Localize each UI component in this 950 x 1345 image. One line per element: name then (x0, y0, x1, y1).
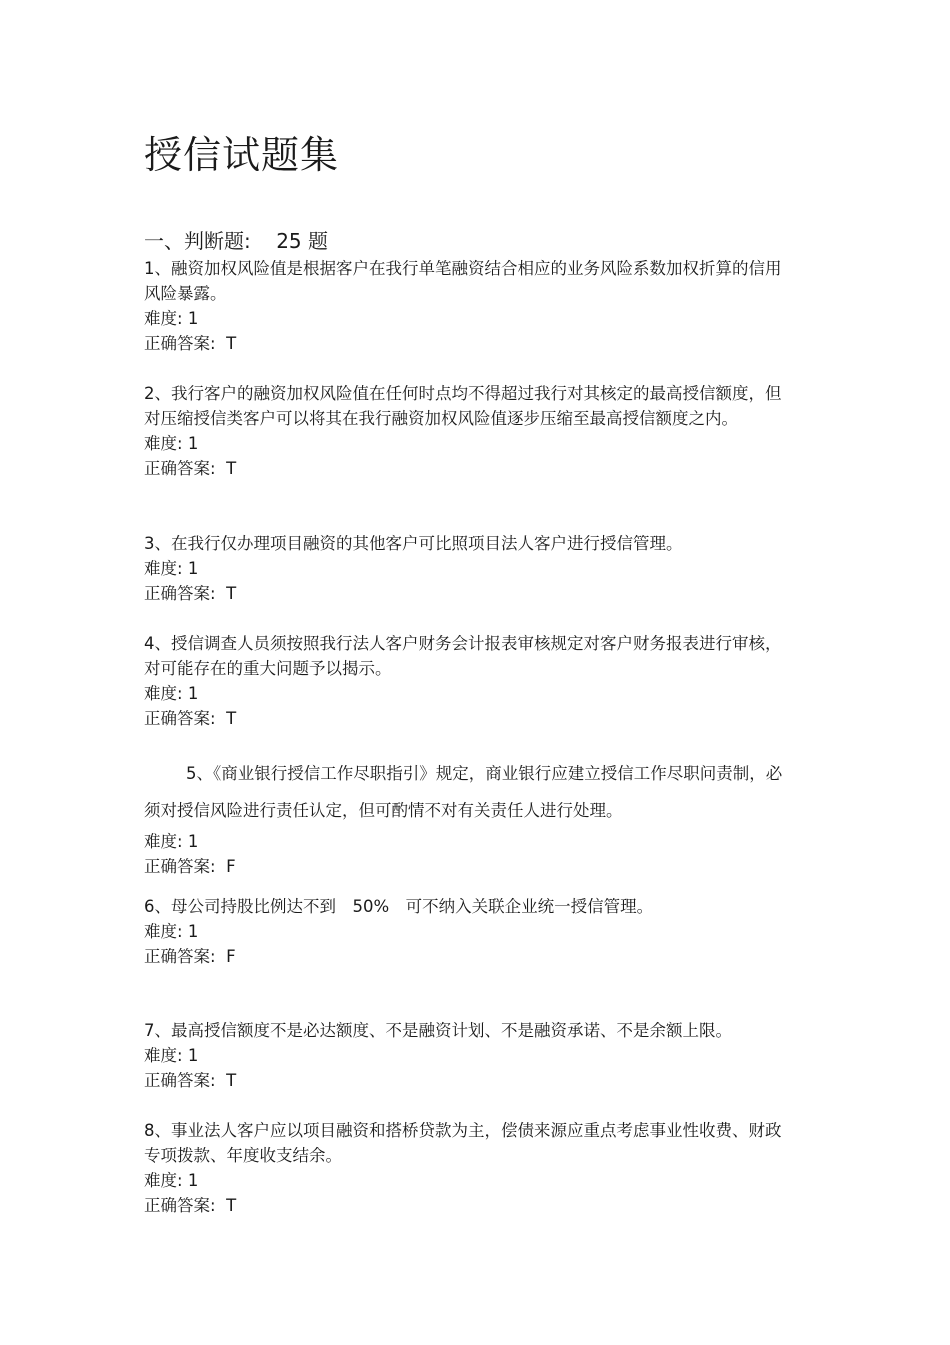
difficulty-label: 难度: (144, 832, 183, 851)
answer-value: T (226, 1196, 237, 1215)
difficulty-label: 难度: (144, 559, 183, 578)
answer-line (144, 1068, 794, 1093)
difficulty-line (144, 681, 784, 706)
difficulty-value: 1 (187, 922, 199, 941)
answer-label: 正确答案: (144, 334, 216, 353)
difficulty-label: 难度: (144, 434, 183, 453)
answer-value: T (226, 334, 237, 353)
answer-line (144, 854, 784, 879)
section-question-count: 25 题 (276, 229, 328, 253)
answer-label: 正确答案: (144, 947, 216, 966)
question-item (144, 631, 784, 731)
answer-label: 正确答案: (144, 584, 216, 603)
answer-line (144, 706, 784, 731)
answer-label: 正确答案: (144, 857, 216, 876)
difficulty-value: 1 (187, 1046, 199, 1065)
question-text: 6、母公司持股比例达不到 50% 可不纳入关联企业统一授信管理。 (144, 897, 654, 916)
question-text: 5、《商业银行授信工作尽职指引》规定，商业银行应建立授信工作尽职问责制，必须对授信风险进行责任认定，但可酌情不对有关责任人进行处理。 (144, 764, 783, 820)
difficulty-line (144, 829, 784, 854)
answer-line (144, 456, 784, 481)
answer-line (144, 331, 784, 356)
answer-value: T (226, 709, 237, 728)
difficulty-label: 难度: (144, 922, 183, 941)
difficulty-value: 1 (187, 559, 199, 578)
answer-label: 正确答案: (144, 459, 216, 478)
answer-value: T (226, 584, 237, 603)
question-item (144, 755, 784, 879)
difficulty-label: 难度: (144, 1171, 183, 1190)
difficulty-value: 1 (187, 434, 199, 453)
section-heading (144, 228, 328, 254)
answer-label: 正确答案: (144, 709, 216, 728)
answer-line (144, 581, 784, 606)
difficulty-line (144, 919, 784, 944)
difficulty-value: 1 (187, 309, 199, 328)
question-text: 7、最高授信额度不是必达额度、不是融资计划、不是融资承诺、不是余额上限。 (144, 1021, 732, 1040)
answer-label: 正确答案: (144, 1071, 216, 1090)
answer-line (144, 944, 784, 969)
answer-value: T (226, 459, 237, 478)
answer-value: T (226, 1071, 237, 1090)
question-text: 2、我行客户的融资加权风险值在任何时点均不得超过我行对其核定的最高授信额度，但对压缩授信类客户可以将其在我行融资加权风险值逐步压缩至最高授信额度之内。 (144, 384, 782, 428)
document-title: 授信试题集 (144, 133, 340, 177)
answer-line (144, 1193, 784, 1218)
question-text: 3、在我行仅办理项目融资的其他客户可比照项目法人客户进行授信管理。 (144, 534, 683, 553)
answer-value: F (226, 947, 236, 966)
question-text: 8、事业法人客户应以项目融资和搭桥贷款为主，偿债来源应重点考虑事业性收费、财政专项拨款、年度收支结余。 (144, 1121, 782, 1165)
difficulty-value: 1 (187, 684, 199, 703)
question-item (144, 381, 784, 481)
question-text: 1、融资加权风险值是根据客户在我行单笔融资结合相应的业务风险系数加权折算的信用风险暴露。 (144, 259, 782, 303)
answer-value: F (226, 857, 236, 876)
question-text: 4、授信调查人员须按照我行法人客户财务会计报表审核规定对客户财务报表进行审核，对可能存在的重大问题予以揭示。 (144, 634, 782, 678)
answer-label: 正确答案: (144, 1196, 216, 1215)
difficulty-label: 难度: (144, 684, 183, 703)
difficulty-line (144, 431, 784, 456)
difficulty-line (144, 556, 784, 581)
question-item (144, 531, 784, 606)
question-item (144, 1118, 784, 1218)
difficulty-value: 1 (187, 1171, 199, 1190)
difficulty-line (144, 1168, 784, 1193)
question-item (144, 256, 784, 356)
question-item (144, 894, 784, 969)
difficulty-label: 难度: (144, 309, 183, 328)
question-item (144, 1018, 794, 1093)
difficulty-line (144, 1043, 794, 1068)
difficulty-label: 难度: (144, 1046, 183, 1065)
difficulty-value: 1 (187, 832, 199, 851)
difficulty-line (144, 306, 784, 331)
section-heading-label: 一、判断题: (144, 229, 251, 253)
